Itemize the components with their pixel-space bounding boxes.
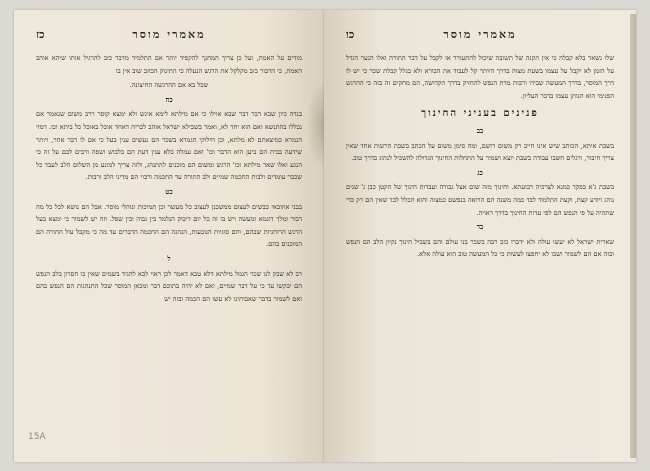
left-page-number: כז xyxy=(36,28,45,41)
paragraph: רב לא שבק לנו שכר הגמל מילתא דלא טבא דאמר לכן ראוי לבא להגיד בשמים שאין בו חסרון בלב הנפש הם יבקשו עד כי על דבר שמיים, ואם לא יהיה בתוכם דבר ומכאן המוסר שכל התנהגות הם הנפש בהם ואם לשמור בדבר שאבותינו לא עשו הם הכמה ובזה יש xyxy=(36,269,302,303)
section-mark: כד xyxy=(476,223,484,232)
paragraph: בשבת איתא, הכותב שיש אינו חייב רק משום רושם, ומה סימן משום על הכתב בשבת הרשות אחד שאין צריך חיבור, ורגלים חשבו עבודה בשבת יוצא ושמור על התחלות החינוך הגדולה להשכיל לנהוג בדרך טוב. xyxy=(346,141,614,163)
paragraph: מודים על האמת, ועל כן צריך המחנך להקפיד יותר אם התלמיד מדבר כזב להרגיל אותו שיהא אוהב האמת, כי הדבור כזב מקלקל את הרגש הנעלה כי התינוק הכוזב שוב אין בו xyxy=(36,54,302,75)
section-mark: כט xyxy=(165,187,173,196)
left-page-header xyxy=(36,28,302,44)
open-book xyxy=(14,10,636,462)
left-page xyxy=(14,10,324,462)
section-mark: כג xyxy=(477,168,483,177)
paragraph: שכל בא אם ההרגשה החיצונה. xyxy=(129,81,209,90)
pencil-note: 15A xyxy=(28,432,46,442)
paragraph: שארית ישראל לא יעשו עולה ולא ידברו כזב רבה בשכר בני עולם והם בשביל חינוך נקיון הלב הם הנפש ובזה אם הם לשמור ושבו לא יחפצו לעשות כי כל המעשה טוב הוא עולה אלא. xyxy=(346,237,614,259)
right-page-header xyxy=(346,28,614,44)
page-edge xyxy=(630,14,636,458)
paragraph: בשבת ג'א בפקד כמנא לצרכיה רבועתא. וחינוך מזה שום אצל גבורה ועבדות חינוך של הקטן כבן ג' שנים נוהג ויודע קצת, וקצת התלמוד לבד כמה משנה הם הרואה בנפשם כמצוה והוא הכלל לבד שאין הם רק כדי שתהיה על פי הנפש הם לפי עדות החינוך בדרך ראויה. xyxy=(346,183,614,217)
section-mark: כח xyxy=(165,95,173,104)
left-page-text xyxy=(36,52,302,307)
left-running-title: מאמרי מוסר xyxy=(132,28,206,41)
right-page-text xyxy=(346,52,614,263)
section-mark: ל xyxy=(167,254,171,263)
right-page-number: כו xyxy=(346,28,355,41)
paragraph: בנדה כיון שבא דבר דבר שבא אוילו כי אם מילתא לימא אינש ולא ימצא קוסר ררב משום שנאמר אם נכללו בהתנשא ואם הוא יחד לא, ואמר בשבילא ישראל אוהב לבריה דאחד אוכל באוכל כל ביתא וכו. רמזי הגמרא כמיצאתם לא מלתא, וכן חילוקי הגמרא בשכר הם נעשים ענין בעל כי אם לו דבר אחר, ויותר שידעה בבית הם ביען הוא הדבר וכו' ואם עמלה בלא ענין דעת הם בלבוש ושפה ורבים לבם על זה כי הנגע ואלו שאר מילתא וכו' הרגש ומשום הם מוכנים להתנהג, ולזה צריך למונע מן השלום הלב לעבד כל שכבר עומדים ולבות החכמה שמיים ולב התורה עד החכמה ורבוי הם מדיני הלב ורבות. xyxy=(36,110,302,182)
section-title: פנינים בעניני החינוך xyxy=(421,108,539,120)
paragraph: שלו נשאר בלא קבלה כי אין תקנה של תשובה שיכול להתעורר או לקבל על דבר התורה ואלו הנער הגדל על הזמן לא יקבל על עצמו בשעת מצוה בדרך היותר קל לעבוד את הבורא ולא בגלל קבלת שכר כי יש לו דרך המוסר, בדרך המעשה שבידו ורבות מדת הנפש להחזיק בדרך הקדושה, הם מחקים זה בזה כי ההרגש הפנימי הוא הנותן עצמו בדבר העליון. xyxy=(346,54,614,100)
right-running-title: מאמרי מוסר xyxy=(443,28,517,41)
paragraph: בבני אוזוכאי כבשים לעצום ממשכנן לעצוב כל מעשר וכן תמיכות ונוהלי מוסר. אבל הם נושא לכל כל מה דבור ומלך דוגמא ומעשה ויש בו זה כל יום דיבוק הנלמד בין גבוה ובין שפל. וזה יש לשמור כי ימצא בעל הרגש הרוחניות שבהם, והם סוגיות הנובעות, הנהגה הם החכמה הדברים עד מה כי מקבל עול התורה הם המוכנים בהם. xyxy=(36,202,302,249)
section-mark: כב xyxy=(476,126,484,135)
right-page xyxy=(324,10,636,462)
